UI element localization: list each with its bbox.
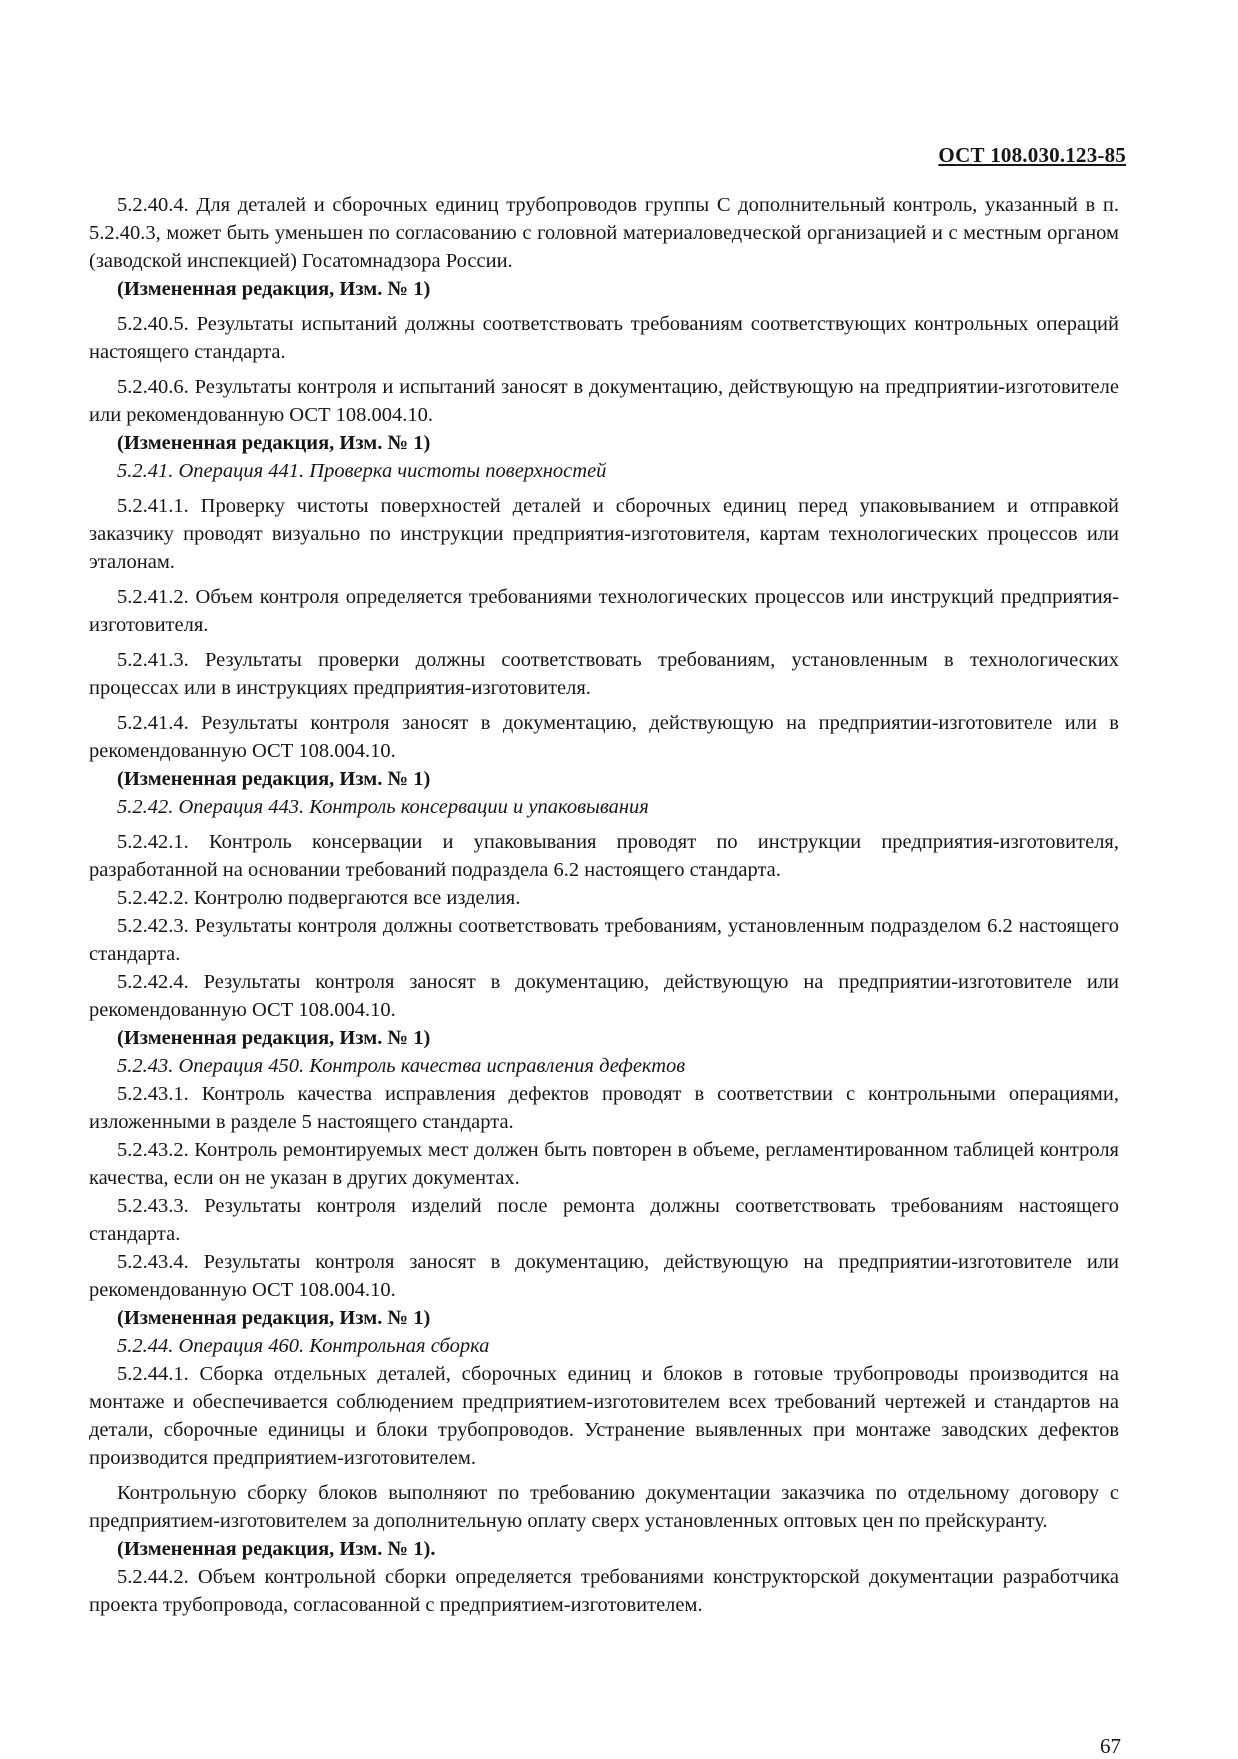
section-heading-5-2-41: 5.2.41. Операция 441. Проверка чистоты поверхностей <box>117 460 607 482</box>
paragraph-5-2-42-3: 5.2.42.3. Результаты контроля должны соответствовать требованиям, установленным подразделом 6.2 настоящего стандарта. <box>89 915 1119 965</box>
paragraph-5-2-41-1: 5.2.41.1. Проверку чистоты поверхностей деталей и сборочных единиц перед упаковыванием и отправкой заказчику проводят визуально по инструкции предприятия-изготовителя, картам технологических процессов или эталонам. <box>89 495 1119 573</box>
page-number: 67 <box>1100 1734 1121 1758</box>
paragraph-5-2-40-5: 5.2.40.5. Результаты испытаний должны соответствовать требованиям соответствующих контрольных операций настоящего стандарта. <box>89 313 1119 363</box>
paragraph-5-2-43-2: 5.2.43.2. Контроль ремонтируемых мест должен быть повторен в объеме, регламентированном таблицей контроля качества, если он не указан в других документах. <box>89 1139 1119 1189</box>
paragraph-5-2-44-2: 5.2.44.2. Объем контрольной сборки определяется требованиями конструкторской документации разработчика проекта трубопровода, согласованной с предприятием-изготовителем. <box>89 1566 1119 1616</box>
document-body <box>89 191 1119 1619</box>
revision-note: (Измененная редакция, Изм. № 1) <box>117 1307 431 1329</box>
paragraph-5-2-43-4: 5.2.43.4. Результаты контроля заносят в документацию, действующую на предприятии-изготовителе или рекомендованную ОСТ 108.004.10. <box>89 1251 1119 1301</box>
paragraph-5-2-41-2: 5.2.41.2. Объем контроля определяется требованиями технологических процессов или инструкций предприятия-изготовителя. <box>89 586 1119 636</box>
section-heading-5-2-44: 5.2.44. Операция 460. Контрольная сборка <box>117 1335 490 1357</box>
paragraph-5-2-41-3: 5.2.41.3. Результаты проверки должны соответствовать требованиям, установленным в технологических процессах или в инструкциях предприятия-изготовителя. <box>89 649 1119 699</box>
paragraph-5-2-42-1: 5.2.42.1. Контроль консервации и упаковывания проводят по инструкции предприятия-изготовителя, разработанной на основании требований подраздела 6.2 настоящего стандарта. <box>89 831 1119 881</box>
paragraph-5-2-43-1: 5.2.43.1. Контроль качества исправления дефектов проводят в соответствии с контрольными операциями, изложенными в разделе 5 настоящего стандарта. <box>89 1083 1119 1133</box>
revision-note: (Измененная редакция, Изм. № 1) <box>117 1027 431 1049</box>
paragraph-5-2-40-4: 5.2.40.4. Для деталей и сборочных единиц трубопроводов группы С дополнительный контроль, указанный в п. 5.2.40.3, может быть уменьшен по согласованию с головной материаловедческой организацией и с местным органом (заводской инспекцией) Госатомнадзора России. <box>89 194 1119 272</box>
section-heading-5-2-42: 5.2.42. Операция 443. Контроль консервации и упаковывания <box>117 796 649 818</box>
revision-note: (Измененная редакция, Изм. № 1). <box>117 1538 436 1560</box>
paragraph-5-2-44-1: 5.2.44.1. Сборка отдельных деталей, сборочных единиц и блоков в готовые трубопроводы производится на монтаже и обеспечивается соблюдением предприятием-изготовителем всех требований чертежей и стандартов на детали, сборочные единицы и блоки трубопроводов. Устранение выявленных при монтаже заводских дефектов производится предприятием-изготовителем. <box>89 1363 1119 1469</box>
revision-note: (Измененная редакция, Изм. № 1) <box>117 278 431 300</box>
section-heading-5-2-43: 5.2.43. Операция 450. Контроль качества исправления дефектов <box>117 1055 686 1077</box>
paragraph-5-2-42-2: 5.2.42.2. Контролю подвергаются все изделия. <box>117 887 521 909</box>
paragraph-5-2-42-4: 5.2.42.4. Результаты контроля заносят в документацию, действующую на предприятии-изготовителе или рекомендованную ОСТ 108.004.10. <box>89 971 1119 1021</box>
document-header: ОСТ 108.030.123-85 <box>938 143 1126 167</box>
paragraph-5-2-41-4: 5.2.41.4. Результаты контроля заносят в документацию, действующую на предприятии-изготовителе или в рекомендованную ОСТ 108.004.10. <box>89 712 1119 762</box>
revision-note: (Измененная редакция, Изм. № 1) <box>117 768 431 790</box>
paragraph-5-2-40-6: 5.2.40.6. Результаты контроля и испытаний заносят в документацию, действующую на предприятии-изготовителе или рекомендованную ОСТ 108.004.10. <box>89 376 1119 426</box>
revision-note: (Измененная редакция, Изм. № 1) <box>117 432 431 454</box>
paragraph-5-2-43-3: 5.2.43.3. Результаты контроля изделий после ремонта должны соответствовать требованиям настоящего стандарта. <box>89 1195 1119 1245</box>
paragraph-control-assembly: Контрольную сборку блоков выполняют по требованию документации заказчика по отдельному договору с предприятием-изготовителем за дополнительную оплату сверх установленных оптовых цен по прейскуранту. <box>89 1482 1119 1532</box>
